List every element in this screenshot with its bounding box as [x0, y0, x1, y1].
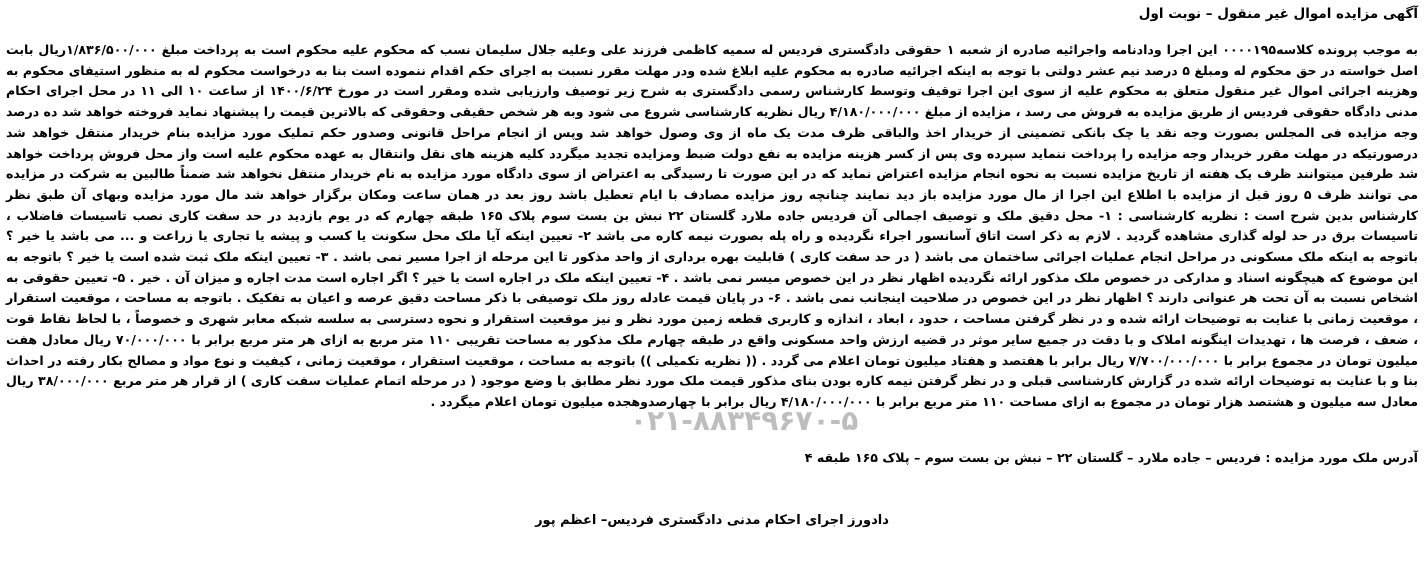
notice-title: آگهی مزایده اموال غیر منقول – نوبت اول: [1138, 6, 1418, 22]
notice-body-paragraph: به موجب پرونده کلاسه۰۰۰۰۱۹۵ این اجرا ودادنامه واجرائیه صادره از شعبه ۱ حقوقی دادگستری فردیس له سمیه کاظمی فرزند علی وعلیه جلال سلیمان نسب که محکوم علیه محکوم است به پرداخت مبلغ ۱/۸۳۶/۵۰۰/۰۰۰ریال بابت اصل خواسته در حق محکوم له ومبلغ ۵ درصد نیم عشر دولتی با توجه به اینکه اجرائیه صادره به محکوم علیه ابلاغ شده ودر مهلت مقرر نسبت به اجرای حکم اقدام ننموده است بنا به درخواست محکوم له به منظور استیفای محکوم به وهزینه اجرائی اموال غیر منقول متعلق به محکوم علیه از سوی این اجرا توقیف وتوسط کارشناس رسمی دادگستری به شرح زیر توصیف وارزیابی شده ومقرر است در مورخ ۱۴۰۰/۶/۲۴ از ساعت ۱۰ الی ۱۱ در محل اجرای احکام مدنی دادگاه حقوقی فردیس از طریق مزایده به فروش می رسد ، مزایده از مبلغ ۴/۱۸۰/۰۰۰/۰۰۰ ریال نظریه کارشناسی شروع می شود وبه هر شخص حقیقی وحقوقی که بالاترین قیمت را پیشنهاد نماید فروخته خواهد شد ده درصد وجه مزایده فی المجلس بصورت وجه نقد یا چک بانکی تضمینی از خریدار اخذ والباقی ظرف مدت یک ماه از وی وصول خواهد شد وپس از انجام مراحل قانونی وصدور حکم تملیک مورد مزایده بنام خریدار منتقل خواهد شد درصورتیکه در مهلت مقرر خریدار وجه مزایده را پرداخت ننماید سپرده وی پس از کسر هزینه مزایده به نفع دولت ضبط ومزایده تجدید میگردد کلیه هزینه های نقل وانتقال به عهده محکوم علیه است واز محل فروش پرداخت خواهد شد طرفین میتوانند ظرف یک هفته از تاریخ مزایده نسبت به نحوه انجام مزایده اعتراض نماید که در این صورت تا رسیدگی به اعتراض از سوی دادگاه مورد مزایده به نام خریدار منتقل نخواهد شد ضمناً طالبین به شرکت در مزایده می توانند ظرف ۵ روز قبل از مزایده با اطلاع این اجرا از مال مورد مزایده باز دید نمایند چنانچه روز مزایده مصادف با ایام تعطیل باشد روز بعد در همان ساعت ومکان برگزار خواهد شد مال مورد مزایده وبهای آن طبق نظر کارشناس بدین شرح است : نظریه کارشناسی : ۱- محل دقیق ملک و توصیف اجمالی آن فردیس جاده ملارد گلستان ۲۲ نبش بن بست سوم پلاک ۱۶۵ طبقه چهارم که در یوم بازدید در حد سفت کاری نصب تاسیسات فاضلاب ، تاسیسات برق در حد لوله گذاری مشاهده گردید . لازم به ذکر است اتاق آسانسور اجراء نگردیده و راه پله بصورت نیمه کاره می باشد ۲- تعیین اینکه آیا ملک محل سکونت یا کسب و پیشه یا تجاری یا زراعت و ... می باشد یا خیر ؟ باتوجه به اینکه ملک مسکونی در مراحل انجام عملیات اجرائی ساختمان می باشد ( در حد سفت کاری ) قابلیت بهره برداری از واحد مذکور تا این مرحله از اجرا مسیر نمی باشد . ۳- تعیین اینکه ملک ثبت شده است یا خیر ؟ باتوجه به این موضوع که هیچگونه اسناد و مدارکی در خصوص ملک مذکور ارائه نگردیده اظهار نظر در این خصوص میسر نمی باشد . ۴- تعیین اینکه ملک در اجاره است یا خیر ؟ اگر اجاره است مدت اجاره و میزان آن . خیر . ۵- تعیین حقوقی به اشخاص نسبت به آن تحت هر عنوانی دارند ؟ اظهار نظر در این خصوص در صلاحیت اینجانب نمی باشد . ۶- در پایان قیمت عادله روز ملک توصیفی با ذکر مساحت دقیق عرصه و اعیان به تفکیک . باتوجه به مساحت ، موقعیت استقرار ، موقعیت زمانی با عنایت به توضیحات ارائه شده و در نظر گرفتن مساحت ، حدود ، ابعاد ، اندازه و کاربری قطعه زمین مورد نظر و نیز موقعیت استقرار و نحوه دسترسی به سلسه شبکه معابر شهری و خصوصاً ، با لحاظ نقاط قوت ، ضعف ، فرصت ها ، تهدیدات اینگونه املاک و با دقت در جمیع سایر موثر در قضیه ارزش واحد مسکونی واقع در طبقه چهارم ملک مذکور به مساحت تقریبی ۱۱۰ متر مربع به ازای هر متر مربع برابر با ۷۰/۰۰۰/۰۰۰ ریال معادل هفت میلیون تومان در مجموع برابر با ۷/۷۰۰/۰۰۰/۰۰۰ ریال برابر با هفتصد و هفتاد میلیون تومان اعلام می گردد . (( نظریه تکمیلی )) باتوجه به مساحت ، موقعیت استقرار ، موقعیت زمانی ، کیفیت و نوع مواد و مصالح بکار رفته در احداث بنا و با عنایت به توضیحات ارائه شده در گزارش کارشناسی قبلی و در نظر گرفتن نیمه کاره بودن بنای مذکور قیمت ملک مورد نظر مطابق با وضع موجود ( در مرحله اتمام عملیات سفت کاری ) از قرار هر متر مربع ۳۸/۰۰۰/۰۰۰ ریال معادل سه میلیون و هشتصد هزار تومان در مجموع به ازای مساحت ۱۱۰ متر مربع برابر با ۴/۱۸۰/۰۰۰/۰۰۰ ریال برابر با چهارصدوهجده میلیون تومان اعلام میگردد .: [6, 42, 1419, 409]
property-address: آدرس ملک مورد مزایده : فردیس – جاده ملارد – گلستان ۲۲ – نبش بن بست سوم – پلاک ۱۶۵ طبقه ۴: [804, 450, 1418, 465]
phone-watermark: ۰۲۱-۸۸۳۴۹۶۷۰-۵: [630, 404, 859, 437]
officer-signature-line: دادورز اجرای احکام مدنی دادگستری فردیس– اعظم پور: [535, 513, 889, 528]
